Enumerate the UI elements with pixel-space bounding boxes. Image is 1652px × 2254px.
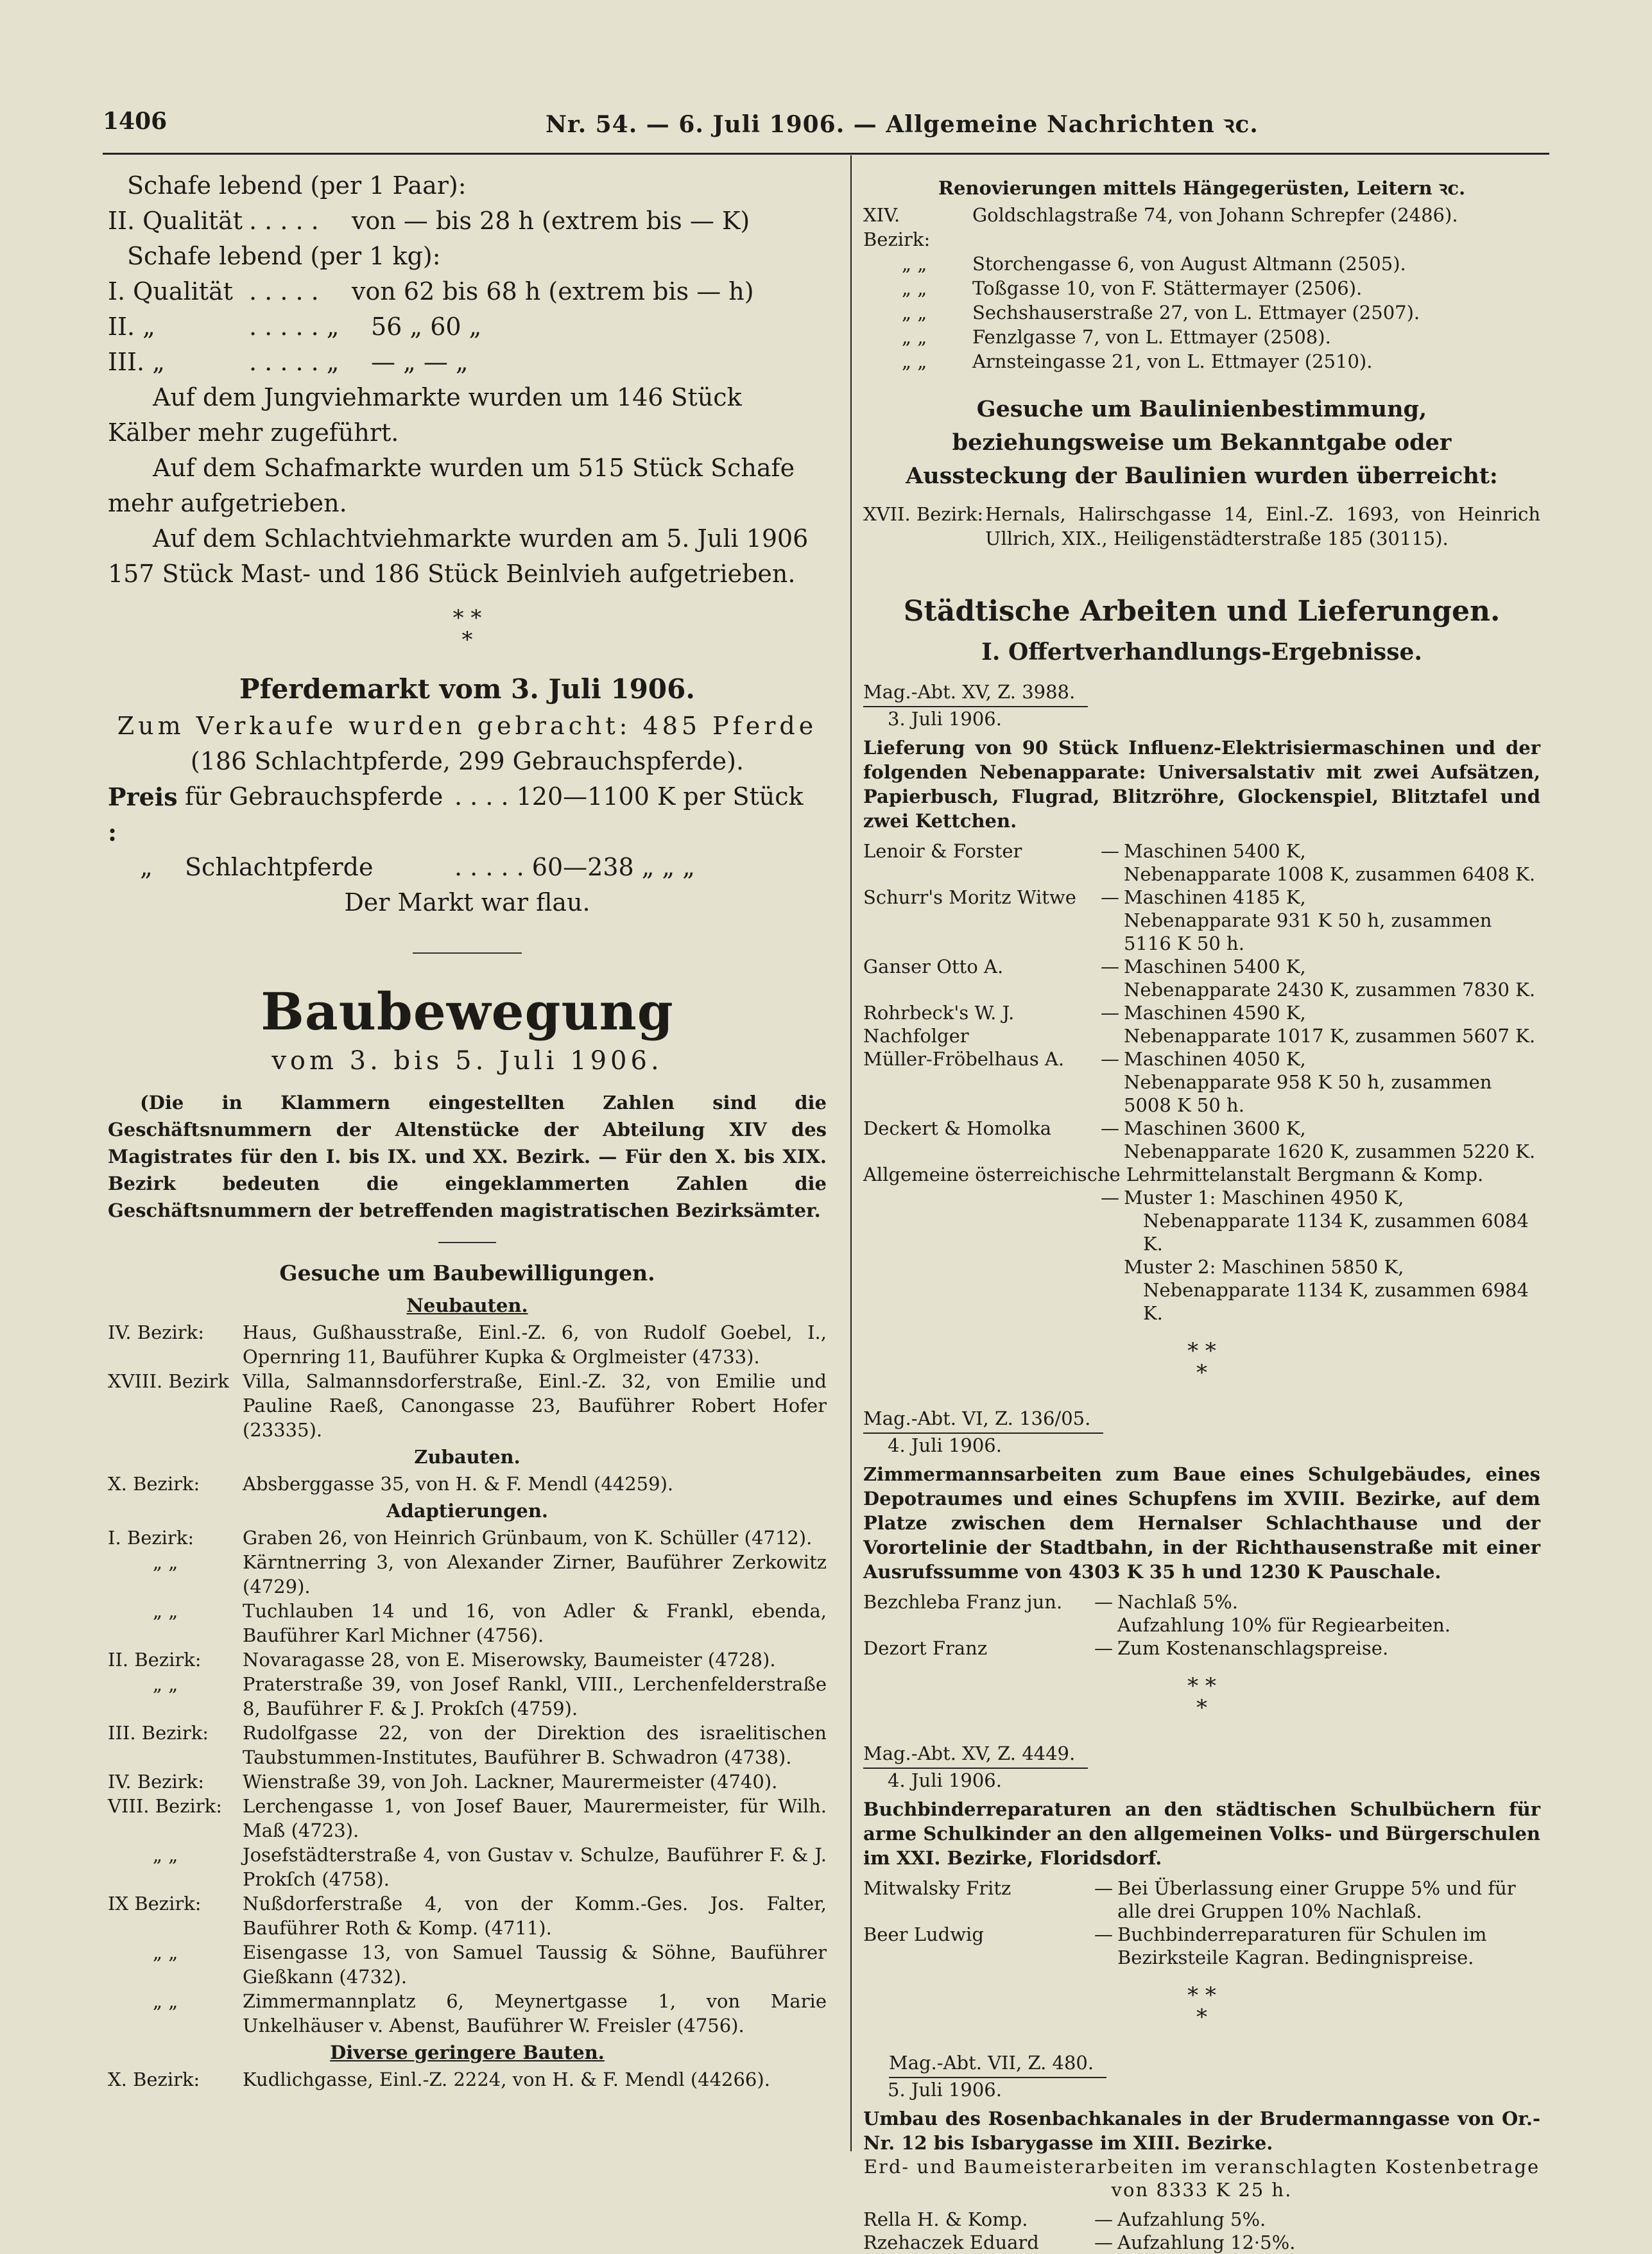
entry-label: „ „ [153,1673,178,1695]
entry-label: IX Bezirk: [108,1893,202,1914]
gesuche-heading: Gesuche um Baubewilligungen. [279,1260,655,1286]
dot-leader: . . . . . „ [249,348,340,376]
bid-row [863,2231,1540,2254]
bidder: Schurr's Moritz Witwe [863,886,1076,908]
entry-label: IV. Bezirk: [108,1321,204,1343]
bidder: Rella H. & Komp. [863,2208,1028,2230]
entry [863,203,1540,252]
entry [108,1599,827,1647]
entry [863,252,1540,276]
entry-label: XVIII. Bezirk [108,1370,229,1392]
entry [108,1940,827,1989]
stars-top: * * [1187,1338,1216,1364]
entry-label: „ „ [902,277,927,299]
sheep-pair-row [108,203,827,239]
entry-label: VIII. Bezirk: [108,1795,222,1817]
entry [863,325,1540,349]
price-label: für Gebrauchspferde [185,782,443,811]
entry [863,276,1540,300]
horse-line: (186 Schlachtpferde, 299 Gebrauchspferde). [190,747,744,775]
entry-text: Villa, Salmannsdorferstraße, Einl.-Z. 32, von Emilie und Pauline Raeß, Canongasse 23, Bauführer Robert Hofer (23335). [243,1370,827,1441]
bid-dash: — [1094,2232,1113,2253]
sheep-kg-row [108,309,827,345]
spacer [863,1870,1540,1877]
bid-dash: — [1094,1877,1113,1899]
dot-leader: . . . . . „ [249,313,340,341]
entry-text: Haus, Gußhausstraße, Einl.-Z. 6, von Rudolf Goebel, I., Opernring 11, Bauführer Kupka & Orglmeister (4733). [243,1321,827,1368]
bidder: Rzehaczek Eduard [863,2232,1039,2253]
dot-leader: . . . . . [249,277,319,305]
divider [413,952,522,954]
bidder: Müller-Fröbelhaus A. [863,1048,1065,1070]
stars-top: * * [1187,1983,1216,2008]
spacer [863,1584,1540,1590]
sheep-kg-rows [108,274,827,380]
quality-value: von — bis 28 h (extrem bis — K) [352,207,750,235]
entry-text: Lerchengasse 1, von Josef Bauer, Maurermeister, für Wilh. Maß (4723). [243,1795,827,1841]
bid-dash: — [1094,1591,1113,1613]
entry-text: Sechshauserstraße 27, von L. Ettmayer (2507). [972,302,1420,323]
price-value: . . . . . 60—238 „ „ „ [454,853,695,881]
reference: Mag.-Abt. VI, Z. 136/05. [863,1406,1103,1434]
arbeiten-title: Städtische Arbeiten und Lieferungen. [903,595,1501,628]
bid-row [863,2208,1540,2231]
bidder: Rohrbeck's W. J. Nachfolger [863,1002,1015,1047]
entry-text: Josefstädterstraße 4, von Gustav v. Schulze, Bauführer F. & J. Prokſch (4758). [243,1844,827,1890]
entry-text: Storchengasse 6, von August Altmann (2505). [972,253,1406,275]
spacer [863,2201,1540,2208]
stars-bottom: * [461,627,473,653]
bidder: Beer Ludwig [863,1923,984,1945]
entry [108,1526,827,1550]
bid-line: Maschinen 3600 K, [1124,1117,1306,1139]
entry-label: XIV. Bezirk: [863,204,931,250]
quality-label: I. Qualität [108,277,233,305]
bid-row [863,1117,1540,1163]
offer-block [863,1397,1540,1660]
bid-line: Nebenapparate 1008 K, zusammen 6408 K. [1124,863,1536,885]
bid-row [863,1877,1540,1923]
entry-label: XVII. Bezirk: [863,503,984,525]
entry-label: „ „ [902,302,927,323]
bid-row [863,955,1540,1001]
bid-line: Nebenapparate 1134 K, zusammen 6084 K. [1143,1210,1529,1255]
bid-row [863,1590,1540,1637]
sheep-kg-row [108,274,827,309]
entry-label: II. Bezirk: [108,1649,202,1671]
stars-bottom: * [1196,1695,1207,1721]
entry-label: „ „ [902,326,927,348]
bid-line: Muster 2: Maschinen 5850 K, [1124,1256,1404,1278]
quality-label: III. „ [108,348,165,376]
baulinien-heading: Gesuche um Baulinienbestimmung, beziehungsweise um Bekanntgabe oder Aussteckung der Baulinien wurden überreicht: [906,396,1498,489]
entry [108,1472,827,1496]
entry-label: „ „ [153,1844,178,1866]
bid-line: Aufzahlung 10% für Regiearbeiten. [1117,1614,1451,1636]
bid-line: Nebenapparate 1620 K, zusammen 5220 K. [1124,1140,1536,1162]
entry-text: Zimmermannplatz 6, Meynertgasse 1, von Marie Unkelhäuser v. Abenst, Bauführer W. Freisler (4756). [243,1990,827,2036]
entry [108,1769,827,1794]
entry-label: „ „ [902,350,927,372]
market-note: Auf dem Schlachtviehmarkte wurden am 5. Juli 1906 157 Stück Mast- und 186 Stück Beinlvieh aufgetrieben. [108,524,809,588]
bid-dash: — [1094,1637,1113,1659]
reference: Mag.-Abt. VII, Z. 480. [889,2050,1106,2078]
page-header [103,103,1549,141]
bid-row [863,1001,1540,1047]
price-label: Schlachtpferde [185,853,374,881]
bau-note: (Die in Klammern eingestellten Zahlen sind die Geschäftsnummern der Altenstücke der Abteilung XIV des Magistrates für den I. bis IX. und XX. Bezirk. — Für den X. bis XIX. Bezirk bedeuten die eingeklammerten Zahlen die Geschäftsnummern der betreffenden magistratischen Bezirksämter. [108,1092,827,1221]
entry-text: Praterstraße 39, von Josef Rankl, VIII., Lerchenfelderstraße 8, Bauführer F. & J. Prokſch (4759). [243,1673,827,1719]
entry-label: X. Bezirk: [108,2069,200,2090]
bid-line: Maschinen 4050 K, [1124,1048,1306,1070]
entry-text: Novaragasse 28, von E. Miserowsky, Baumeister (4728). [243,1649,776,1671]
entry-label: I. Bezirk: [108,1527,194,1549]
offer-block [863,1732,1540,1969]
offer-block [863,670,1540,1325]
divider [438,1242,496,1243]
bid-row [863,839,1540,886]
bid-line: Maschinen 4590 K, [1124,1002,1306,1024]
bidder: Dezort Franz [863,1637,988,1659]
entry-text: Nußdorferstraße 4, von der Komm.-Ges. Jos. Falter, Bauführer Roth & Komp. (4711). [243,1893,827,1939]
entry-label: „ „ [153,1551,178,1573]
header-rule [103,153,1549,155]
quality-value: — „ — „ [371,348,469,376]
page-number: 1406 [103,108,168,135]
entry-text: Absberggasse 35, von H. & F. Mendl (44259). [243,1473,674,1495]
bid-line: Aufzahlung 5%. [1117,2208,1266,2230]
entry [863,349,1540,374]
entry-label: „ „ [153,1990,178,2012]
price-prefix: „ [140,853,153,881]
bid-row [863,886,1540,955]
entry-text: Toßgasse 10, von F. Stättermayer (2506). [972,277,1363,299]
entry-label: „ „ [902,253,927,275]
sheep-kg-row [108,345,827,380]
section-stars [863,1340,1540,1384]
entry-text: Graben 26, von Heinrich Grünbaum, von K. Schüller (4712). [243,1527,813,1549]
entry-text: Fenzlgasse 7, von L. Ettmayer (2508). [972,326,1331,348]
market-note: Auf dem Schafmarkte wurden um 515 Stück Schafe mehr aufgetrieben. [108,454,795,517]
entry-label: „ „ [153,1600,178,1622]
sheep-kg-heading: Schafe lebend (per 1 kg): [127,242,441,270]
stars-top: * * [1187,1673,1216,1699]
entry [108,1320,827,1369]
offer-description: Lieferung von 90 Stück Influenz-Elektrisiermaschinen und der folgenden Nebenapparate: Universalstativ mit zwei Aufsätzen, Papierbusch, Flugrad, Blitzröhre, Glockenspiel, Blitztafel und zwei Kettchen. [863,737,1540,832]
entry-text: Kärntnerring 3, von Alexander Zirner, Bauführer Zerkowitz (4729). [243,1551,827,1597]
entry-label: III. Bezirk: [108,1722,209,1744]
entry [863,300,1540,325]
quality-value: von 62 bis 68 h (extrem bis — h) [352,277,754,305]
price-row [108,779,827,850]
bidder: Mitwalsky Fritz [863,1877,1011,1899]
bidder: Allgemeine österreichische Lehrmittelanstalt Bergmann & Komp. [863,1164,1484,1185]
bid-line: Maschinen 4185 K, [1124,886,1306,908]
bidder: Ganser Otto A. [863,956,1004,977]
bid-dash: — [1101,840,1119,862]
entry [108,2067,827,2092]
bid-line: Buchbinderreparaturen für Schulen im Bezirksteile Kagran. Bedingnispreise. [1117,1923,1487,1968]
section-title: Adaptierungen. [386,1500,549,1522]
stars-bottom: * [1196,2004,1207,2030]
offer-description-2: Erd- und Baumeisterarbeiten im veranschlagten Kostenbetrage von 8333 K 25 h. [863,2156,1540,2201]
section-title: Diverse geringere Bauten. [330,2042,605,2063]
bid-dash: — [1101,1048,1119,1070]
bid-row [863,1923,1540,1969]
bau-subtitle: vom 3. bis 5. Juli 1906. [271,1046,663,1076]
offer-block [863,2041,1540,2254]
bid-indent [863,1186,1101,1325]
entry-text: Tuchlauben 14 und 16, von Adler & Frankl, ebenda, Bauführer Karl Michner (4756). [243,1600,827,1646]
reference-date: 3. Juli 1906. [888,708,1002,730]
entry [863,502,1540,551]
right-column [863,168,1540,2254]
quality-label: II. „ [108,313,155,341]
bid-dash: — [1101,886,1119,908]
reference: Mag.-Abt. XV, Z. 4449. [863,1741,1088,1769]
entry-text: Arnsteingasse 21, von L. Ettmayer (2510). [972,350,1373,372]
entry [108,1369,827,1442]
price-value: . . . . 120—1100 K per Stück [454,782,804,811]
running-title: Nr. 54. — 6. Juli 1906. — Allgemeine Nachrichten ꝛc. [546,111,1259,138]
entry [108,1794,827,1843]
bid-line: Nebenapparate 1134 K, zusammen 6984 K. [1143,1279,1529,1324]
bau-title: Baubewegung [261,981,674,1042]
entry-label: X. Bezirk: [108,1473,200,1495]
reference-date: 4. Juli 1906. [888,1434,1002,1456]
entry-text: Goldschlagstraße 74, von Johann Schrepfer (2486). [972,204,1458,226]
bid-row [863,1637,1540,1660]
stars-top: * * [452,605,482,631]
bid-dash: — [1101,1187,1119,1209]
bidder: Deckert & Homolka [863,1117,1052,1139]
entry-label: „ „ [153,1941,178,1963]
entry-text: Kudlichgasse, Einl.-Z. 2224, von H. & F. Mendl (44266). [243,2069,770,2090]
quality-value: 56 „ 60 „ [371,313,482,341]
bidder: Bezchleba Franz jun. [863,1591,1063,1613]
bid-line: Aufzahlung 12·5%. [1117,2232,1296,2253]
bid-line: Zum Kostenanschlagspreise. [1117,1637,1389,1659]
dot-leader: . . . . . [249,207,319,235]
section-title: Neubauten. [406,1295,528,1316]
bid-dash: — [1101,1117,1119,1139]
bidder: Lenoir & Forster [863,840,1022,862]
bid-dash: — [1094,2208,1113,2230]
bid-line: Muster 1: Maschinen 4950 K, [1124,1187,1404,1209]
reference: Mag.-Abt. XV, Z. 3988. [863,679,1088,707]
bid-row [863,1047,1540,1117]
horse-market-heading: Pferdemarkt vom 3. Juli 1906. [239,673,695,705]
entry [108,1550,827,1599]
offer-description: Buchbinderreparaturen an den städtischen Schulbüchern für arme Schulkinder an den allgemeinen Volks- und Bürgerschulen im XXI. Bezirke, Floridsdorf. [863,1798,1540,1869]
entry-text: Hernals, Halirschgasse 14, Einl.-Z. 1693, von Heinrich Ullrich, XIX., Heiligenstädterstraße 185 (30115). [985,503,1540,549]
entry [108,1721,827,1769]
bid-line: Maschinen 5400 K, [1124,840,1306,862]
entry [108,1843,827,1891]
bid-line: Nebenapparate 931 K 50 h, zusammen 5116 K 50 h. [1124,909,1492,954]
section-title: Zubauten. [414,1446,521,1468]
section-stars [108,607,827,651]
bid-line: Maschinen 5400 K, [1124,956,1306,977]
bid-line: Nebenapparate 2430 K, zusammen 7830 K. [1124,979,1536,1001]
entry [108,1989,827,2038]
left-column [108,168,827,2092]
bid-row [863,1186,1540,1325]
spacer [863,833,1540,839]
column-divider [850,155,852,2151]
price-row [108,850,827,885]
sheep-pair-heading: Schafe lebend (per 1 Paar): [127,171,467,200]
bid-dash: — [1101,1002,1119,1024]
reference-date: 4. Juli 1906. [888,1769,1002,1791]
bid-line: Nebenapparate 1017 K, zusammen 5607 K. [1124,1025,1536,1047]
offert-heading: I. Offertverhandlungs-Ergebnisse. [981,639,1422,666]
reference-date: 5. Juli 1906. [888,2079,1002,2101]
section-stars [863,1675,1540,1719]
section-stars [863,1984,1540,2028]
entry-text: Rudolfgasse 22, von der Direktion des israelitischen Taubstummen-Institutes, Bauführer B. Schwadron (4738). [243,1722,827,1768]
market-note: Auf dem Jungviehmarkte wurden um 146 Stück Kälber mehr zugeführt. [108,383,742,447]
quality-label: II. Qualität [108,207,243,235]
bid-line: Nebenapparate 958 K 50 h, zusammen 5008 K 50 h. [1124,1071,1492,1116]
renov-heading: Renovierungen mittels Hängegerüsten, Leitern ꝛc. [938,177,1466,199]
offer-description: Umbau des Rosenbachkanales in der Brudermanngasse von Or.-Nr. 12 bis Isbarygasse im XIII. Bezirke. [863,2108,1540,2154]
horse-line: Zum Verkaufe wurden gebracht: 485 Pferde [117,712,818,740]
offer-description: Zimmermannsarbeiten zum Baue eines Schulgebäudes, eines Depotraumes und eines Schupfens im XVIII. Bezirke, auf dem Platze zwischen dem Hernalser Schlachthause und der Vorortelinie der Stadtbahn, in der Richthausenstraße mit einer Ausrufssumme von 4303 K 35 h und 1230 K Pauschale. [863,1463,1540,1583]
price-prefix: Preis : [108,782,178,847]
market-remark: Der Markt war flau. [344,888,590,916]
bid-line: Nachlaß 5%. [1117,1591,1238,1613]
entry [108,1647,827,1672]
entry [108,1672,827,1721]
bid-line: Bei Überlassung einer Gruppe 5% und für alle drei Gruppen 10% Nachlaß. [1117,1877,1516,1922]
entry-text: Wienstraße 39, von Joh. Lackner, Maurermeister (4740). [243,1771,778,1793]
stars-bottom: * [1196,1360,1207,1386]
bid-dash: — [1101,956,1119,977]
entry [108,1891,827,1940]
bid-dash: — [1094,1923,1113,1945]
entry-label: IV. Bezirk: [108,1771,204,1793]
entry-text: Eisengasse 13, von Samuel Taussig & Söhne, Bauführer Gießkann (4732). [243,1941,827,1988]
